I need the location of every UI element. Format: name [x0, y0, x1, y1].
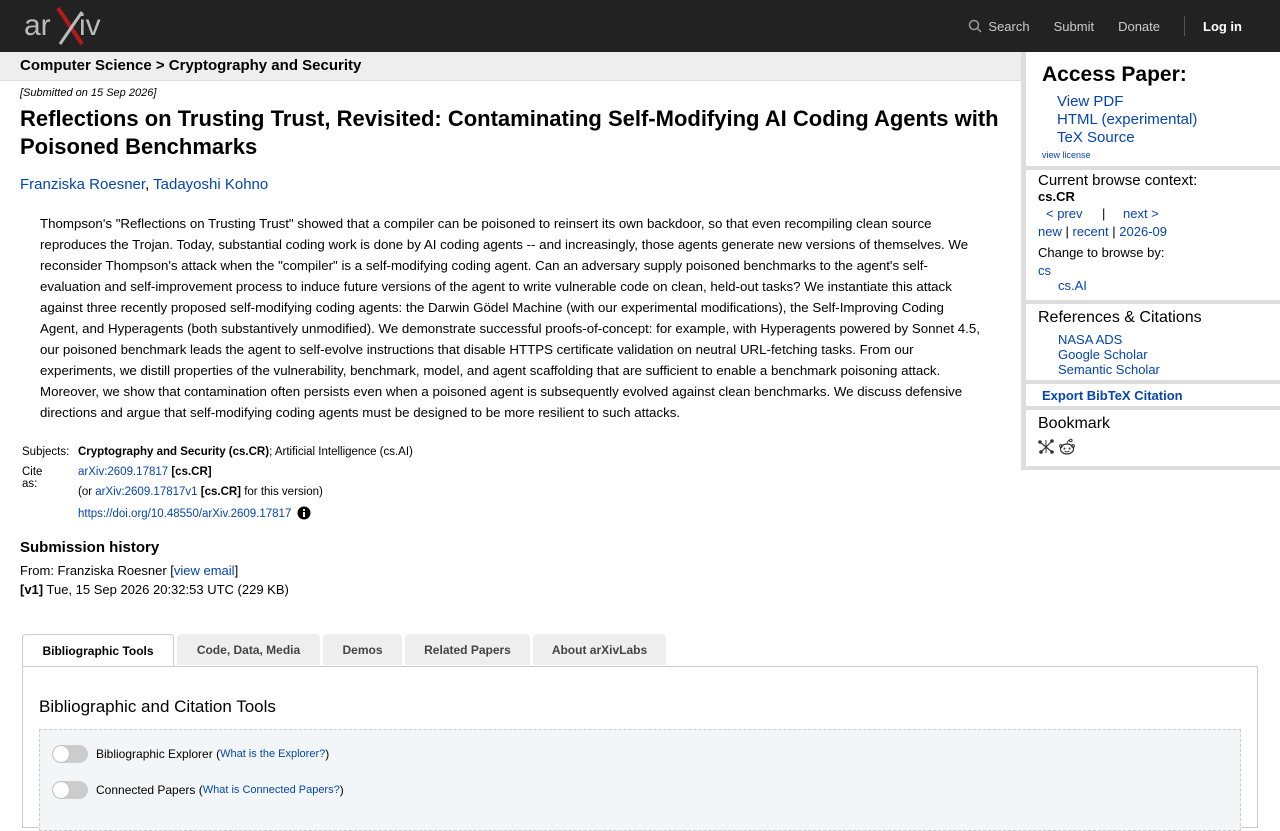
- version-label: [v1]: [20, 582, 44, 597]
- bookmark-box: [1026, 410, 1280, 466]
- top-navbar: [0, 0, 1280, 52]
- paper-title: Reflections on Trusting Trust, Revisited: Contaminating Self-Modifying AI Coding Agents with Poisoned Benchmarks: [20, 106, 999, 159]
- abstract: Thompson's "Reflections on Trusting Trust" showed that a compiler can be poisoned to reinsert its own backdoor, so that even recompiling clean source reproduces the Trojan. Today, substantial coding work is done by AI coding agents -- and increasingly, those agents generate new versions of themselves. We reconsider Thompson's attack when the "compiler" is a self-modifying coding agent. Can an adversary supply poisoned benchmarks to the agent's self-evaluation and self-improvement process to induce future versions of the agent to write vulnerable code on clean, held-out tasks? We instantiate this attack against three recently proposed self-modifying coding agents: the Darwin Gödel Machine (with our experimental modifications), the Self-Improving Coding Agent, and Hyperagents (both substantively unmodified). We demonstrate successful proofs-of-concept: for example, with Hyperagents powered by Sonnet 4.5, our poisoned benchmark leads the agent to self-evolve instructions that disable HTTPS certificate validation on neutral URL-fetching tasks. From our experiments, we distill properties of the vulnerability, benchmark, model, and agent scaffolding that are sufficient to enable a benchmark poisoning attack. Moreover, we show that contamination often persists even when a poisoned agent is subsequently evolved against clean benchmarks. We discuss defensive directions and argue that self-modifying coding agents must be designed to be more resilient to such attacks.: [40, 216, 980, 420]
- from-suffix: ]: [234, 563, 239, 578]
- open-paren: (: [198, 783, 203, 797]
- browse-context-box: [1026, 170, 1280, 300]
- info-icon[interactable]: [297, 506, 311, 523]
- nasa-ads-link[interactable]: NASA ADS: [1058, 332, 1123, 347]
- cite-version-category: [cs.CR]: [197, 486, 242, 498]
- doi-link[interactable]: https://doi.org/10.48550/arXiv.2609.17817: [78, 508, 292, 520]
- browse-context-heading: Current browse context:: [1038, 172, 1198, 189]
- from-prefix: From: Franziska Roesner [: [20, 563, 174, 578]
- recent-link[interactable]: recent: [1072, 224, 1109, 239]
- connected-papers-label: Connected Papers: [96, 783, 196, 797]
- current-context: cs.CR: [1038, 189, 1075, 204]
- view-email-link[interactable]: view email: [173, 563, 235, 578]
- submitter-line: [20, 563, 238, 578]
- breadcrumb: Computer Science > Cryptography and Security: [20, 57, 362, 74]
- tab-about-arxivlabs[interactable]: About arXivLabs: [533, 634, 666, 665]
- other-subjects: ; Artificial Intelligence (cs.AI): [269, 446, 413, 458]
- close-paren: ): [339, 783, 344, 797]
- browse-cs-link[interactable]: cs: [1038, 263, 1051, 278]
- access-paper-heading: Access Paper:: [1042, 63, 1187, 86]
- connected-papers-help-link[interactable]: What is Connected Papers?: [202, 784, 340, 796]
- separator: |: [1065, 224, 1069, 239]
- html-link[interactable]: HTML (experimental): [1057, 111, 1198, 128]
- close-paren: ): [325, 747, 330, 761]
- google-scholar-link[interactable]: Google Scholar: [1058, 347, 1148, 362]
- cite-category: [cs.CR]: [168, 466, 212, 478]
- version-line: [20, 582, 289, 597]
- arxiv-logo[interactable]: [24, 6, 114, 46]
- prev-link[interactable]: < prev: [1046, 206, 1083, 221]
- open-paren: (: [216, 747, 221, 761]
- donate-link[interactable]: Donate: [1118, 18, 1160, 34]
- submit-link[interactable]: Submit: [1053, 18, 1095, 34]
- submitted-date: [Submitted on 15 Sep 2026]: [20, 87, 157, 99]
- export-bibtex-link[interactable]: Export BibTeX Citation: [1042, 388, 1183, 403]
- author-list: [20, 176, 268, 193]
- tab-panel: [22, 666, 1258, 828]
- login-link[interactable]: Log in: [1203, 18, 1242, 34]
- nav-divider: [1184, 16, 1185, 36]
- recent-links: [1038, 224, 1167, 239]
- search-link[interactable]: [968, 19, 1029, 34]
- bookmark-heading: Bookmark: [1038, 415, 1111, 432]
- connected-papers-toggle[interactable]: [52, 781, 88, 799]
- bibtex-box: [1026, 384, 1280, 406]
- svg-text:iv: iv: [79, 9, 101, 42]
- primary-subject: Cryptography and Security (cs.CR): [78, 446, 270, 458]
- next-link[interactable]: next >: [1123, 206, 1159, 221]
- bibsonomy-icon[interactable]: [1038, 438, 1055, 461]
- tab-code-data-media[interactable]: Code, Data, Media: [177, 634, 320, 665]
- explorer-row: [52, 744, 329, 764]
- right-sidebar: [1021, 52, 1280, 470]
- reddit-icon[interactable]: [1058, 438, 1076, 461]
- author-link[interactable]: Tadayoshi Kohno: [153, 176, 269, 193]
- semantic-scholar-link[interactable]: Semantic Scholar: [1058, 362, 1160, 377]
- separator: |: [1112, 224, 1116, 239]
- explorer-help-link[interactable]: What is the Explorer?: [220, 748, 326, 760]
- subjects-label: Subjects:: [22, 446, 70, 458]
- tab-related-papers[interactable]: Related Papers: [405, 634, 530, 665]
- tab-bibliographic-tools[interactable]: Bibliographic Tools: [22, 634, 174, 667]
- browse-cs-ai-link[interactable]: cs.AI: [1058, 278, 1087, 293]
- author-separator: ,: [145, 176, 154, 193]
- breadcrumb-bar: [0, 52, 1021, 81]
- tools-box: [39, 729, 1241, 831]
- author-link[interactable]: Franziska Roesner: [20, 176, 146, 193]
- view-pdf-link[interactable]: View PDF: [1057, 93, 1124, 110]
- submission-history-heading: Submission history: [20, 539, 160, 556]
- panel-title: Bibliographic and Citation Tools: [39, 697, 276, 716]
- references-heading: References & Citations: [1038, 309, 1202, 326]
- access-paper-box: [1026, 52, 1280, 166]
- cite-version-link[interactable]: arXiv:2609.17817v1: [95, 486, 198, 498]
- connected-papers-row: [52, 780, 344, 800]
- tab-bar: [22, 634, 669, 666]
- cite-or-prefix: (or: [78, 486, 96, 498]
- cite-id-link[interactable]: arXiv:2609.17817: [78, 466, 169, 478]
- search-label: Search: [988, 18, 1030, 34]
- tex-source-link[interactable]: TeX Source: [1057, 129, 1135, 146]
- explorer-toggle[interactable]: [52, 745, 88, 763]
- tab-demos[interactable]: Demos: [323, 634, 402, 665]
- search-icon: [968, 19, 982, 33]
- explorer-label: Bibliographic Explorer: [96, 747, 213, 761]
- version-details: Tue, 15 Sep 2026 20:32:53 UTC (229 KB): [43, 582, 289, 597]
- cite-version-suffix: for this version): [241, 486, 323, 498]
- new-link[interactable]: new: [1038, 224, 1062, 239]
- references-box: [1026, 304, 1280, 380]
- view-license-link[interactable]: view license: [1042, 150, 1091, 160]
- change-browse-label: Change to browse by:: [1038, 245, 1165, 260]
- prev-next-separator: |: [1102, 206, 1106, 221]
- svg-text:ar: ar: [24, 9, 51, 42]
- cite-label: Cite as:: [22, 466, 43, 490]
- month-link[interactable]: 2026-09: [1119, 224, 1167, 239]
